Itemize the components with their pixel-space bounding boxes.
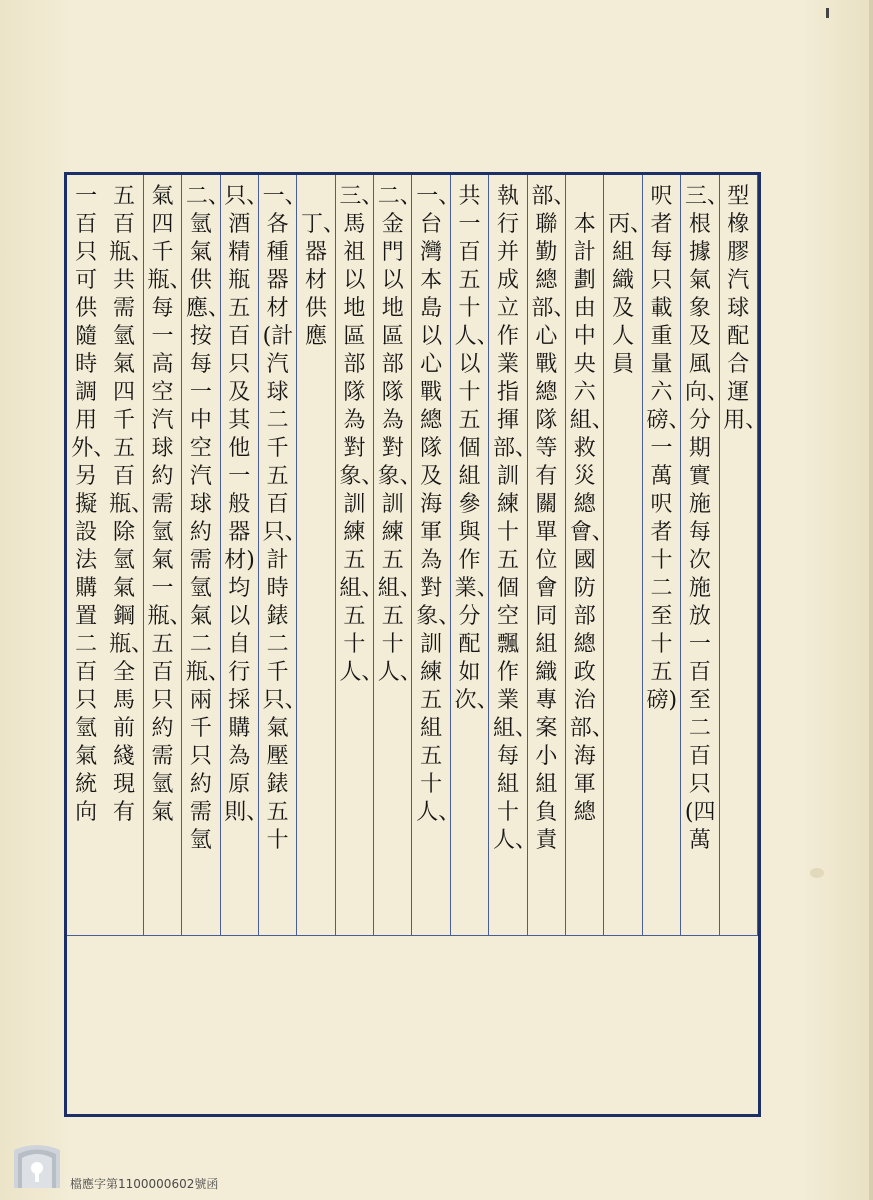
- text-column: [413, 175, 461, 935]
- column-text: 三、馬祖以地區部隊為對象、訓練五組、五十人、: [339, 184, 384, 685]
- column-text: 只、酒精瓶五百只及其他一般器材)均以自行採購為原則、: [224, 184, 269, 825]
- text-column: [720, 175, 768, 935]
- column-text: 二、氫氣供應、按每一中空汽球約需氫氣二瓶、兩千只約需氫: [185, 184, 230, 853]
- text-column: [105, 175, 154, 935]
- text-column: [528, 175, 576, 935]
- text-column: [374, 175, 422, 935]
- archive-logo-icon: [8, 1136, 66, 1194]
- page-edge: [869, 0, 873, 1200]
- text-column: [67, 175, 116, 935]
- column-text: 本計劃由中央六組、救災總會、國防部總政治部、海軍總: [569, 184, 614, 825]
- text-column: [643, 175, 691, 935]
- text-column: [566, 175, 614, 935]
- manuscript-grid: [67, 175, 768, 936]
- paper-smudge: [810, 868, 824, 878]
- column-text: 一百只可供隨時調用外、另擬設法購置二百只氫氣統向: [71, 184, 116, 825]
- column-text: 型橡膠汽球配合運用、: [723, 184, 768, 433]
- text-column: [297, 175, 346, 935]
- manuscript-frame: [64, 172, 768, 1117]
- column-text: 丁、器材供應: [301, 184, 346, 349]
- column-text: 三、根據氣象及風向、分期實施每次施放一百至二百只(四萬: [684, 184, 729, 853]
- text-column: [681, 175, 729, 935]
- column-text: 共一百五十人、以十五個組參與作業、分配如次、: [454, 184, 499, 713]
- archive-number: 檔應字第1100000602號函: [70, 1177, 219, 1191]
- text-column: [604, 175, 653, 935]
- column-text: 丙、組織及人員: [608, 184, 653, 377]
- text-column: [144, 175, 192, 935]
- column-text: 五百瓶、共需氫氣四千五百瓶、除氫氣鋼瓶、全馬前綫現有: [109, 184, 154, 825]
- column-text: 一、台灣本島以心戰總隊及海軍為對象、訓練五組五十人、: [416, 184, 461, 825]
- column-text: 二、金門以地區部隊為對象、訓練五組、五十人、: [377, 184, 422, 685]
- column-text: 呎者每只載重量六磅、一萬呎者十二至十五磅): [646, 184, 691, 713]
- column-text: 部、聯勤總部、心戰總隊等有關單位會同組織專案小組負責: [531, 184, 576, 853]
- text-column: [221, 175, 269, 935]
- column-text: 氣四千瓶、每一高空汽球約需氫氣一瓶、五百只約需氫氣: [147, 184, 192, 825]
- column-text: 執行并成立作業指揮部、訓練十五個空飄作業組、每組十人、: [492, 184, 537, 853]
- archive-stamp: [8, 1136, 218, 1194]
- text-column: [336, 175, 384, 935]
- top-mark: [826, 8, 829, 18]
- text-column: [489, 175, 537, 935]
- column-text: 一、各種器材(計汽球二千五百只、計時錶二千只、氣壓錶五十: [262, 184, 307, 853]
